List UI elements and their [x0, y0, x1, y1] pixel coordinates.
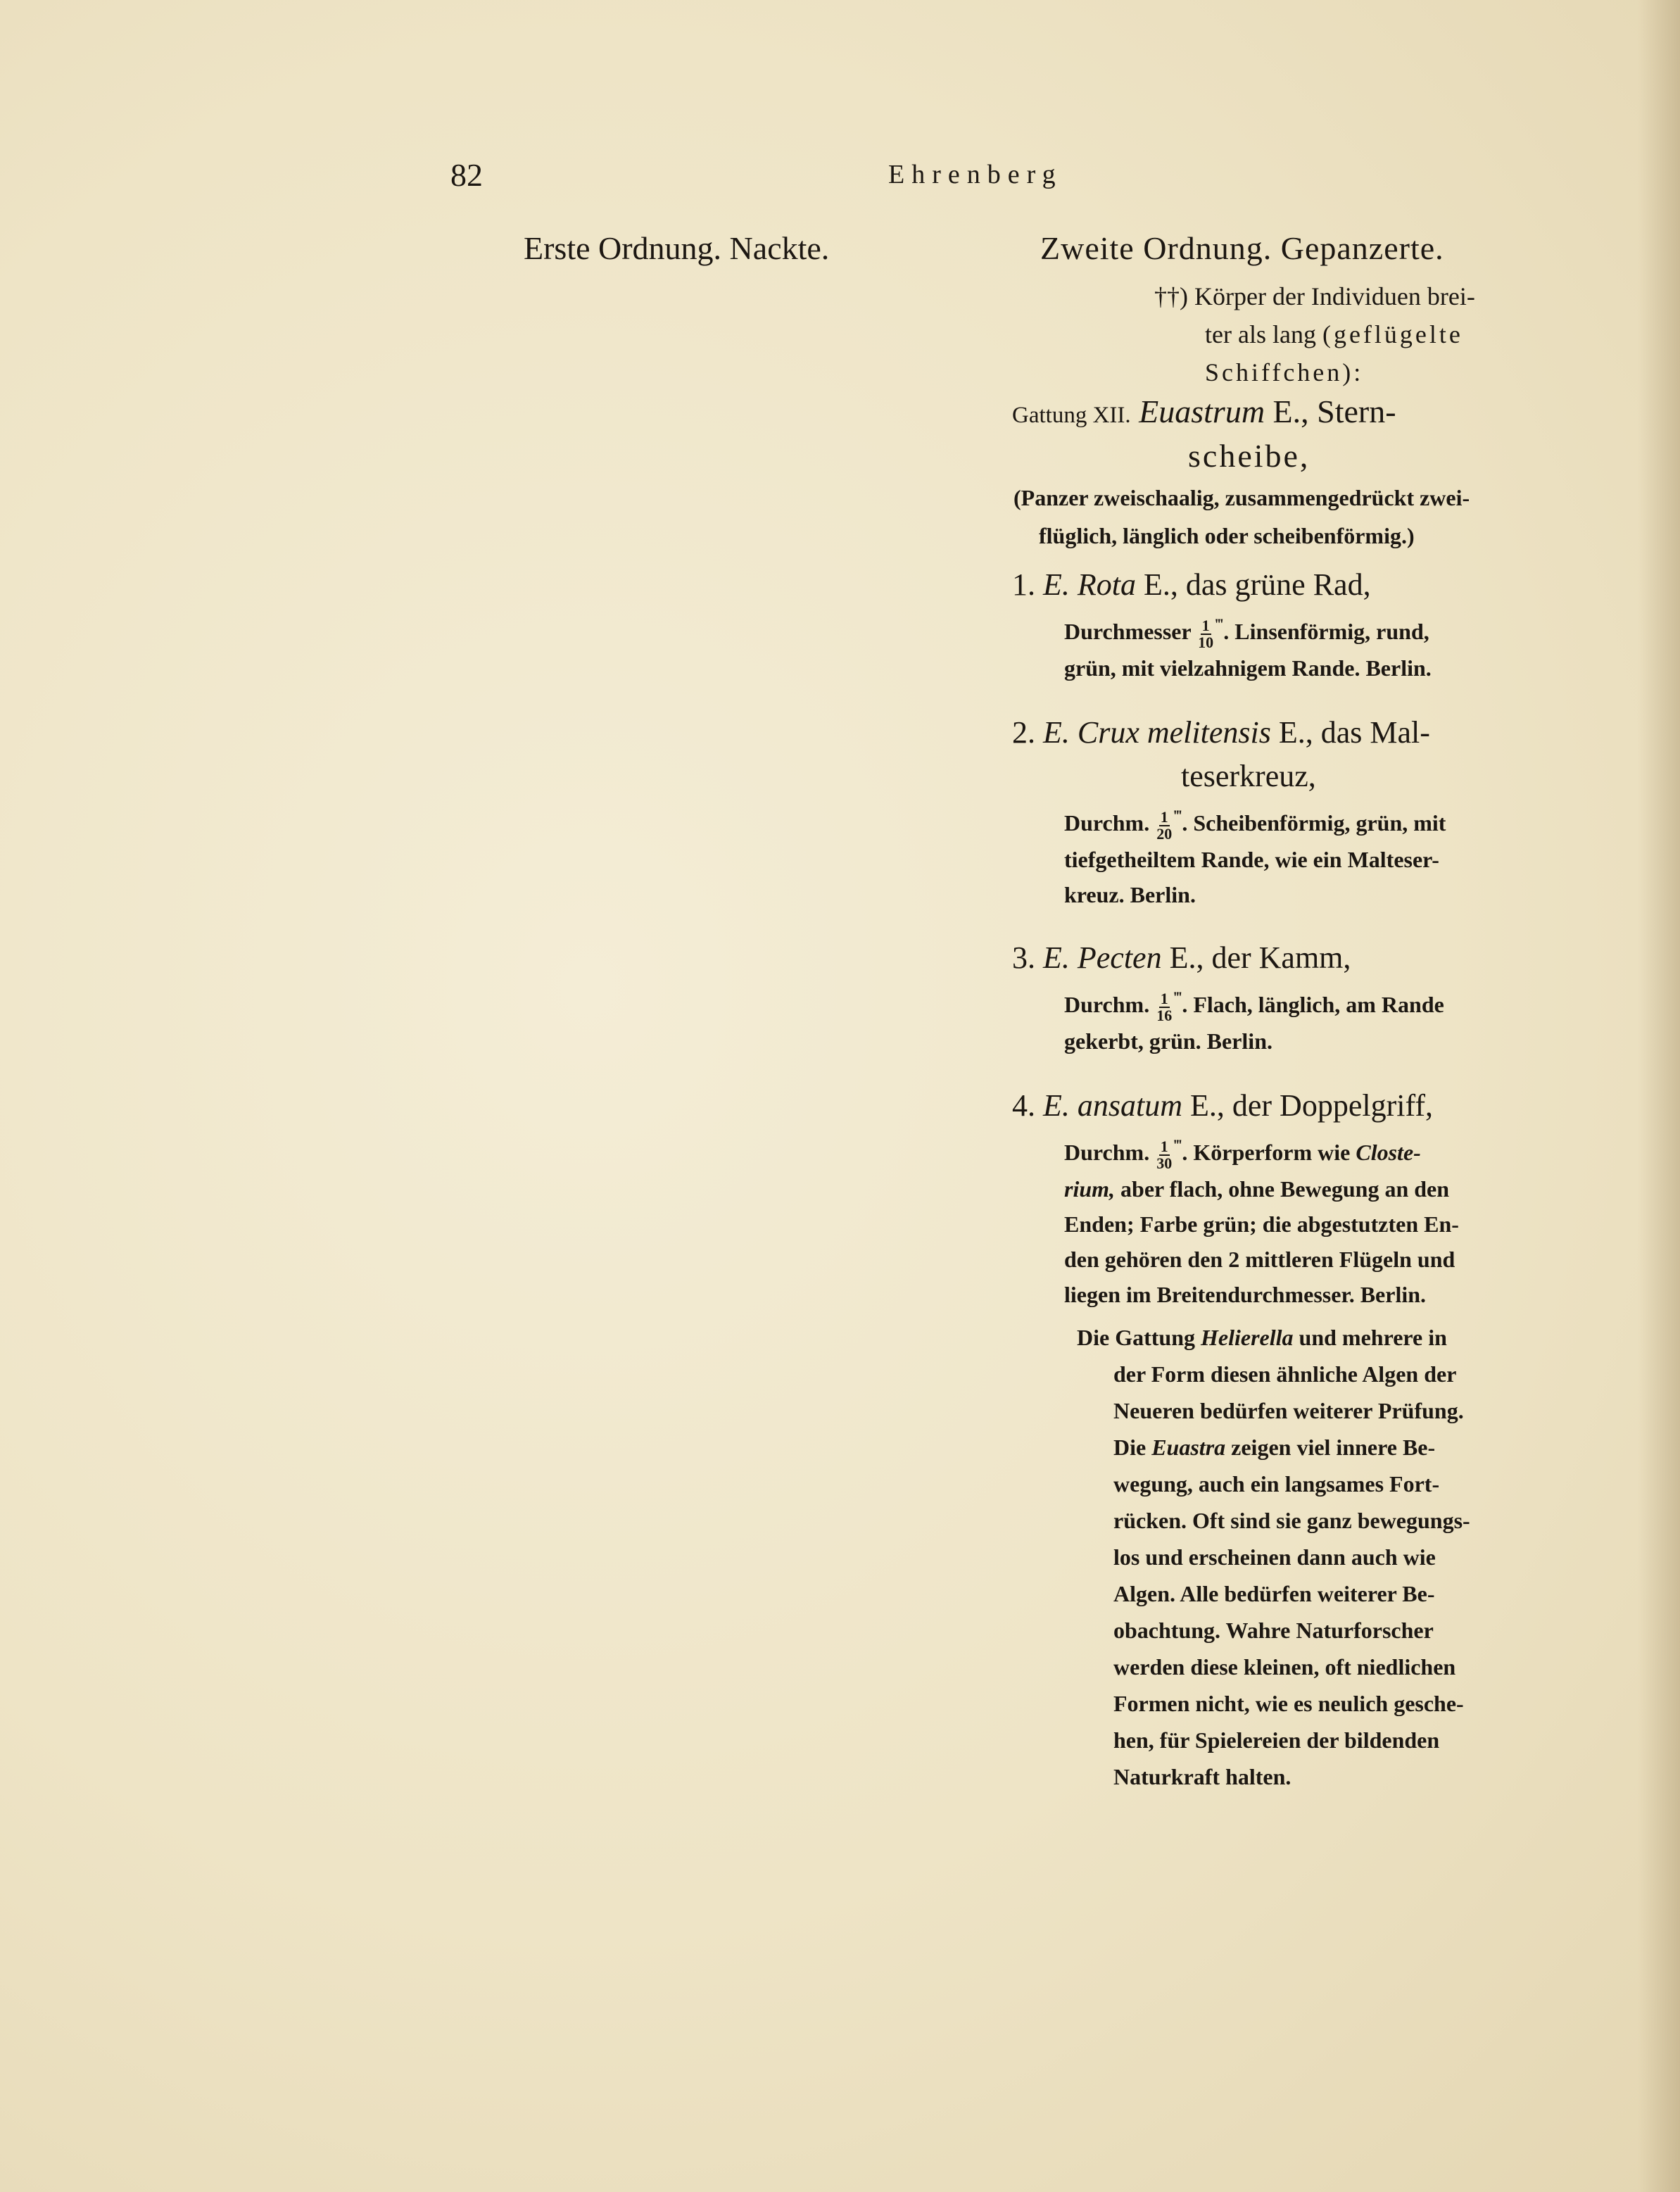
- species-title: [1012, 711, 1555, 798]
- species-name-rest: E., der Doppelgriff,: [1182, 1088, 1433, 1123]
- species-name-rest: E., das grüne Rad,: [1135, 567, 1371, 602]
- genus-name: Euastrum: [1139, 393, 1265, 429]
- species-title: [1012, 1084, 1555, 1128]
- diameter-fraction: $\frac{1}{30}$: [1156, 1137, 1173, 1172]
- species-description: Durchm. $\frac{1}{20}$ ‴. Scheibenförmig, grün, mit tiefgetheiltem Rande, wie ein Malteser- kreuz. Berlin.: [1064, 807, 1446, 907]
- closing-note: Die Gattung Helierella und mehrere in der Form diesen ähnliche Algen der Neueren bedürfen weiterer Prüfung. Die Euastra zeigen viel innere Be- wegung, auch ein langsames Fort- rücken. Oft sind sie ganz bewegungs- los und erscheinen dann auch wie Algen. Alle bedürfen weiterer Be- obachtung. Wahre Naturforscher werden diese kleinen, oft niedlichen Formen nicht, wie es neulich gesche- hen, für Spielereien der bildenden Naturkraft halten.: [1077, 1325, 1470, 1789]
- page-number: 82: [450, 157, 483, 193]
- right-column-heading: Zweite Ordnung. Gepanzerte.: [1040, 230, 1444, 266]
- species-name-line2: teserkreuz,: [1181, 759, 1316, 793]
- diameter-fraction: $\frac{1}{20}$: [1156, 807, 1173, 843]
- species-entry: [1012, 936, 1555, 1059]
- section-marker-line2: ter als lang (geflügelte: [1205, 320, 1463, 348]
- species-entry: [1012, 711, 1555, 912]
- species-entry: [1012, 1084, 1555, 1312]
- diameter-fraction: $\frac{1}{10}$: [1198, 616, 1214, 651]
- running-head: Ehrenberg: [888, 160, 1063, 189]
- species-name: E. Rota: [1043, 567, 1136, 602]
- genus-label: Gattung XII.: [1012, 403, 1131, 428]
- species-number: 1.: [1012, 567, 1035, 602]
- genus-note: [1013, 479, 1555, 555]
- left-column-heading: Erste Ordnung. Nackte.: [524, 230, 830, 266]
- genus-note-line1: (Panzer zweischaalig, zusammengedrückt zwei-: [1013, 485, 1470, 510]
- genus-name-line2: scheibe,: [1188, 438, 1310, 474]
- species-entry: [1012, 563, 1555, 686]
- species-description: Durchmesser $\frac{1}{10}$ ‴. Linsenförmig, rund, grün, mit vielzahnigem Rande. Berlin.: [1064, 615, 1432, 681]
- section-marker-line1: ††) Körper der Individuen brei-: [1154, 282, 1475, 310]
- genus-heading: [1012, 391, 1555, 477]
- species-name: E. Pecten: [1043, 940, 1162, 975]
- section-marker-line3: Schiffchen):: [1205, 358, 1364, 386]
- book-spine-shadow: [1638, 0, 1680, 2192]
- species-name: E. Crux melitensis: [1043, 715, 1271, 750]
- species-number: 4.: [1012, 1088, 1035, 1123]
- section-marker: [1154, 277, 1555, 391]
- genus-name-rest: E., Stern-: [1265, 393, 1396, 429]
- diameter-fraction: $\frac{1}{16}$: [1156, 989, 1173, 1024]
- species-description: Durchm. $\frac{1}{16}$ ‴. Flach, länglich, am Rande gekerbt, grün. Berlin.: [1064, 988, 1444, 1054]
- species-title: [1012, 563, 1555, 607]
- genus-note-line2: flüglich, länglich oder scheibenförmig.): [1039, 523, 1415, 548]
- species-title: [1012, 936, 1555, 980]
- species-number: 3.: [1012, 940, 1035, 975]
- species-description: Durchm. $\frac{1}{30}$ ‴. Körperform wie Closte- rium, aber flach, ohne Bewegung an den Enden; Farbe grün; die abgestutzten En- den gehören den 2 mittleren Flügeln und liegen im Breitendurchmesser. Berlin.: [1064, 1136, 1459, 1307]
- species-name: E. ansatum: [1043, 1088, 1182, 1123]
- species-number: 2.: [1012, 715, 1035, 750]
- species-name-rest: E., das Mal-: [1270, 715, 1430, 750]
- species-name-rest: E., der Kamm,: [1161, 940, 1351, 975]
